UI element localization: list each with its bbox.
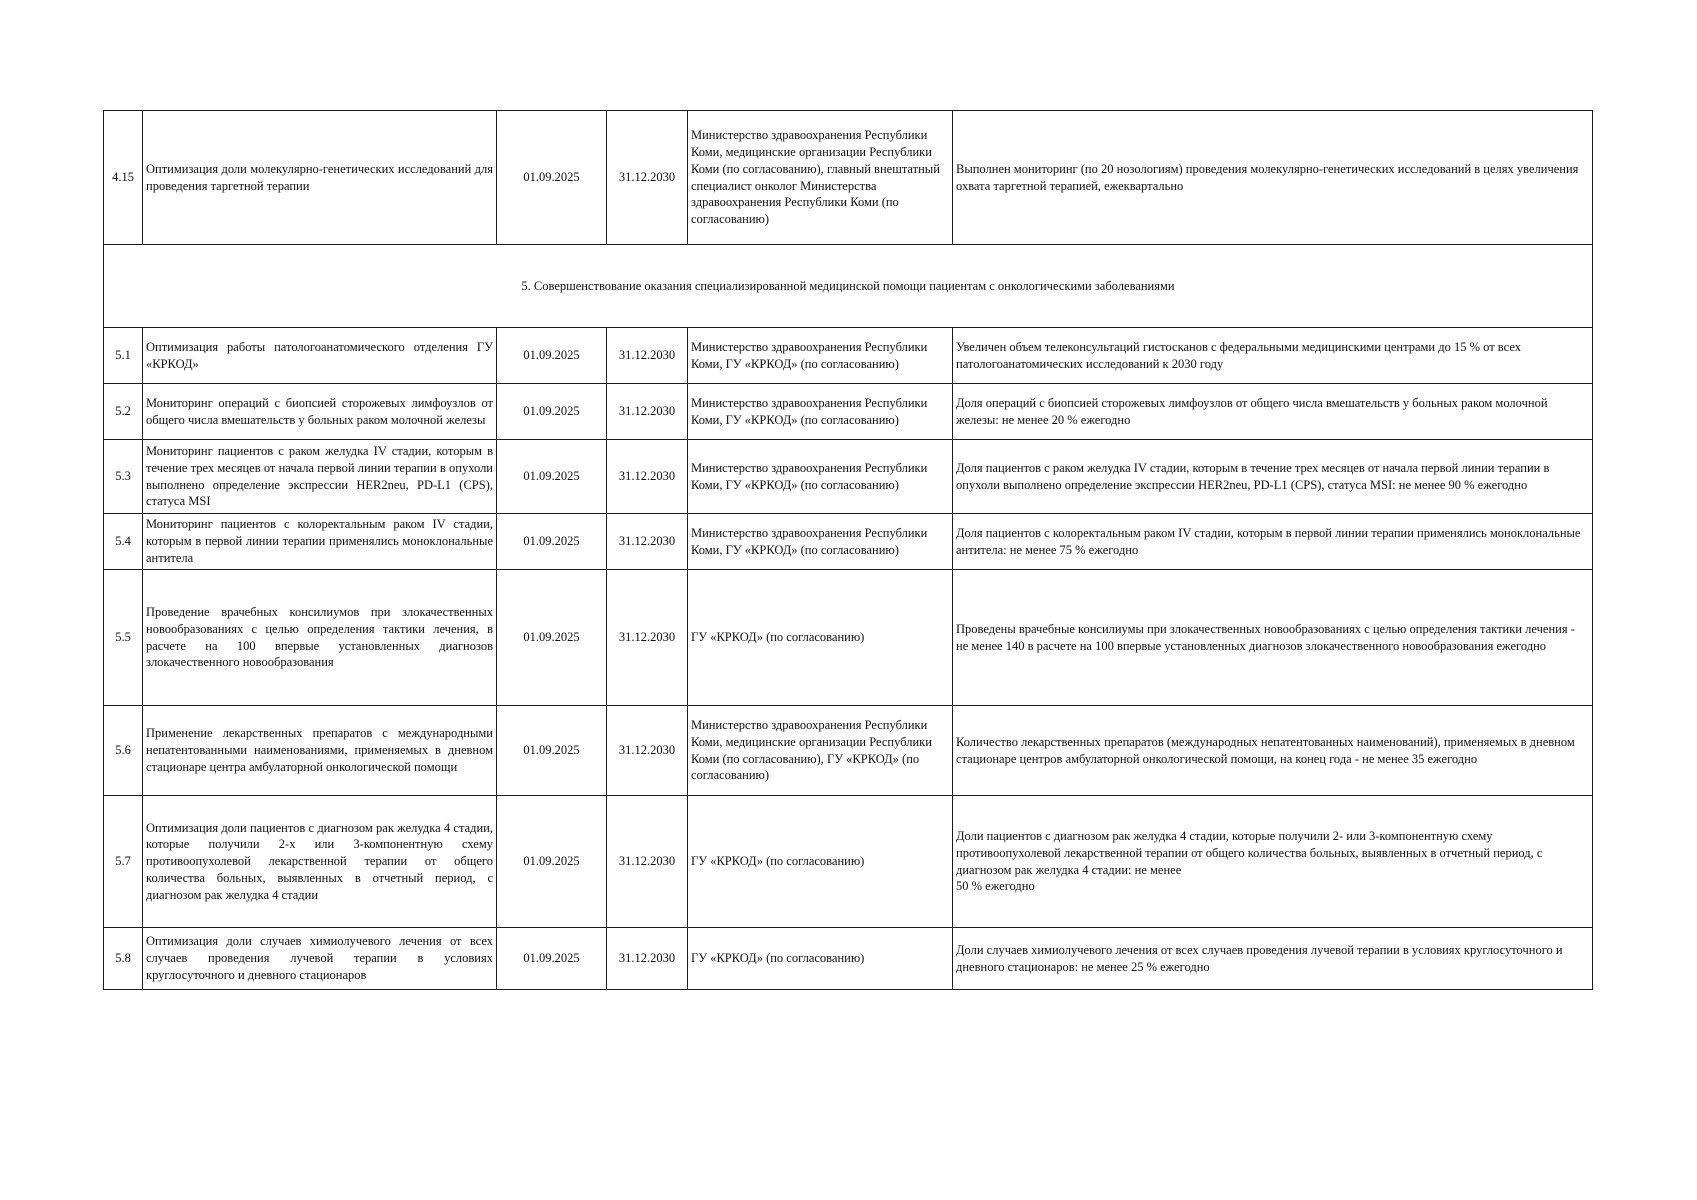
row-number: 5.6 [104, 706, 143, 796]
table-row [104, 706, 1593, 796]
row-number: 5.2 [104, 384, 143, 440]
table-row [104, 111, 1593, 245]
start-date: 01.09.2025 [497, 514, 607, 570]
responsible: ГУ «КРКОД» (по согласованию) [688, 928, 953, 990]
result: Доли пациентов с диагнозом рак желудка 4 стадии, которые получили 2- или 3-компонентную схему противоопухолевой лекарственной терапии от общего количества больных, выявленных в отчетный период, с диагнозом рак желудка 4 стадии: не менее 50 % ежегодно [953, 796, 1593, 928]
row-number: 5.5 [104, 570, 143, 706]
measure-name: Применение лекарственных препаратов с международными непатентованными наименованиями, применяемых в дневном стационаре центра амбулаторной онкологической помощи [143, 706, 497, 796]
end-date: 31.12.2030 [607, 796, 688, 928]
responsible: Министерство здравоохранения Республики Коми, ГУ «КРКОД» (по согласованию) [688, 328, 953, 384]
measures-table [103, 110, 1593, 990]
result: Доли случаев химиолучевого лечения от всех случаев проведения лучевой терапии в условиях круглосуточного и дневного стационаров: не менее 25 % ежегодно [953, 928, 1593, 990]
row-number: 5.7 [104, 796, 143, 928]
responsible: Министерство здравоохранения Республики Коми, медицинские организации Республики Коми (по согласованию), ГУ «КРКОД» (по согласованию) [688, 706, 953, 796]
measure-name: Оптимизация доли случаев химиолучевого лечения от всех случаев проведения лучевой терапии в условиях круглосуточного и дневного стационаров [143, 928, 497, 990]
row-number: 5.8 [104, 928, 143, 990]
start-date: 01.09.2025 [497, 796, 607, 928]
table-row [104, 570, 1593, 706]
start-date: 01.09.2025 [497, 706, 607, 796]
row-number: 5.4 [104, 514, 143, 570]
measure-name: Мониторинг пациентов с колоректальным раком IV стадии, которым в первой линии терапии применялись моноклональные антитела [143, 514, 497, 570]
responsible: Министерство здравоохранения Республики Коми, ГУ «КРКОД» (по согласованию) [688, 514, 953, 570]
start-date: 01.09.2025 [497, 928, 607, 990]
start-date: 01.09.2025 [497, 384, 607, 440]
responsible: Министерство здравоохранения Республики Коми, ГУ «КРКОД» (по согласованию) [688, 440, 953, 514]
table-row [104, 796, 1593, 928]
measure-name: Проведение врачебных консилиумов при злокачественных новообразованиях с целью определения тактики лечения, в расчете на 100 впервые установленных диагнозов злокачественного новообразования [143, 570, 497, 706]
result: Количество лекарственных препаратов (международных непатентованных наименований), применяемых в дневном стационаре центров амбулаторной онкологической помощи, на конец года - не менее 35 ежегодно [953, 706, 1593, 796]
start-date: 01.09.2025 [497, 440, 607, 514]
measure-name: Мониторинг операций с биопсией сторожевых лимфоузлов от общего числа вмешательств у больных раком молочной железы [143, 384, 497, 440]
result: Доля операций с биопсией сторожевых лимфоузлов от общего числа вмешательств у больных раком молочной железы: не менее 20 % ежегодно [953, 384, 1593, 440]
end-date: 31.12.2030 [607, 570, 688, 706]
row-number: 4.15 [104, 111, 143, 245]
end-date: 31.12.2030 [607, 514, 688, 570]
table-row [104, 440, 1593, 514]
result: Доля пациентов с раком желудка IV стадии, которым в течение трех месяцев от начала первой линии терапии в опухоли выполнено определение экспрессии HER2neu, PD-L1 (CPS), статуса MSI: не менее 90 % ежегодно [953, 440, 1593, 514]
end-date: 31.12.2030 [607, 928, 688, 990]
responsible: ГУ «КРКОД» (по согласованию) [688, 570, 953, 706]
responsible: Министерство здравоохранения Республики Коми, медицинские организации Республики Коми (по согласованию), главный внештатный специалист онколог Министерства здравоохранения Республики Коми (по согласованию) [688, 111, 953, 245]
result: Выполнен мониторинг (по 20 нозологиям) проведения молекулярно-генетических исследований в целях увеличения охвата таргетной терапией, ежеквартально [953, 111, 1593, 245]
responsible: Министерство здравоохранения Республики Коми, ГУ «КРКОД» (по согласованию) [688, 384, 953, 440]
table-row [104, 514, 1593, 570]
section-row [104, 245, 1593, 328]
result: Проведены врачебные консилиумы при злокачественных новообразованиях с целью определения тактики лечения - не менее 140 в расчете на 100 впервые установленных диагнозов злокачественного новообразования ежегодно [953, 570, 1593, 706]
measure-name: Оптимизация работы патологоанатомического отделения ГУ «КРКОД» [143, 328, 497, 384]
row-number: 5.1 [104, 328, 143, 384]
start-date: 01.09.2025 [497, 328, 607, 384]
end-date: 31.12.2030 [607, 440, 688, 514]
table-row [104, 928, 1593, 990]
end-date: 31.12.2030 [607, 706, 688, 796]
measure-name: Оптимизация доли молекулярно-генетических исследований для проведения таргетной терапии [143, 111, 497, 245]
section-title: 5. Совершенствование оказания специализированной медицинской помощи пациентам с онкологическими заболеваниями [104, 245, 1593, 328]
result: Доля пациентов с колоректальным раком IV стадии, которым в первой линии терапии применялись моноклональные антитела: не менее 75 % ежегодно [953, 514, 1593, 570]
measure-name: Оптимизация доли пациентов с диагнозом рак желудка 4 стадии, которые получили 2-х или 3-компонентную схему противоопухолевой лекарственной терапии от общего количества больных, выявленных в отчетный период, с диагнозом рак желудка 4 стадии [143, 796, 497, 928]
start-date: 01.09.2025 [497, 570, 607, 706]
responsible: ГУ «КРКОД» (по согласованию) [688, 796, 953, 928]
end-date: 31.12.2030 [607, 111, 688, 245]
start-date: 01.09.2025 [497, 111, 607, 245]
end-date: 31.12.2030 [607, 384, 688, 440]
result: Увеличен объем телеконсультаций гистосканов с федеральными медицинскими центрами до 15 % от всех патологоанатомических исследований к 2030 году [953, 328, 1593, 384]
end-date: 31.12.2030 [607, 328, 688, 384]
row-number: 5.3 [104, 440, 143, 514]
table-row [104, 384, 1593, 440]
table-row [104, 328, 1593, 384]
measure-name: Мониторинг пациентов с раком желудка IV стадии, которым в течение трех месяцев от начала первой линии терапии в опухоли выполнено определение экспрессии HER2neu, PD-L1 (CPS), статуса MSI [143, 440, 497, 514]
